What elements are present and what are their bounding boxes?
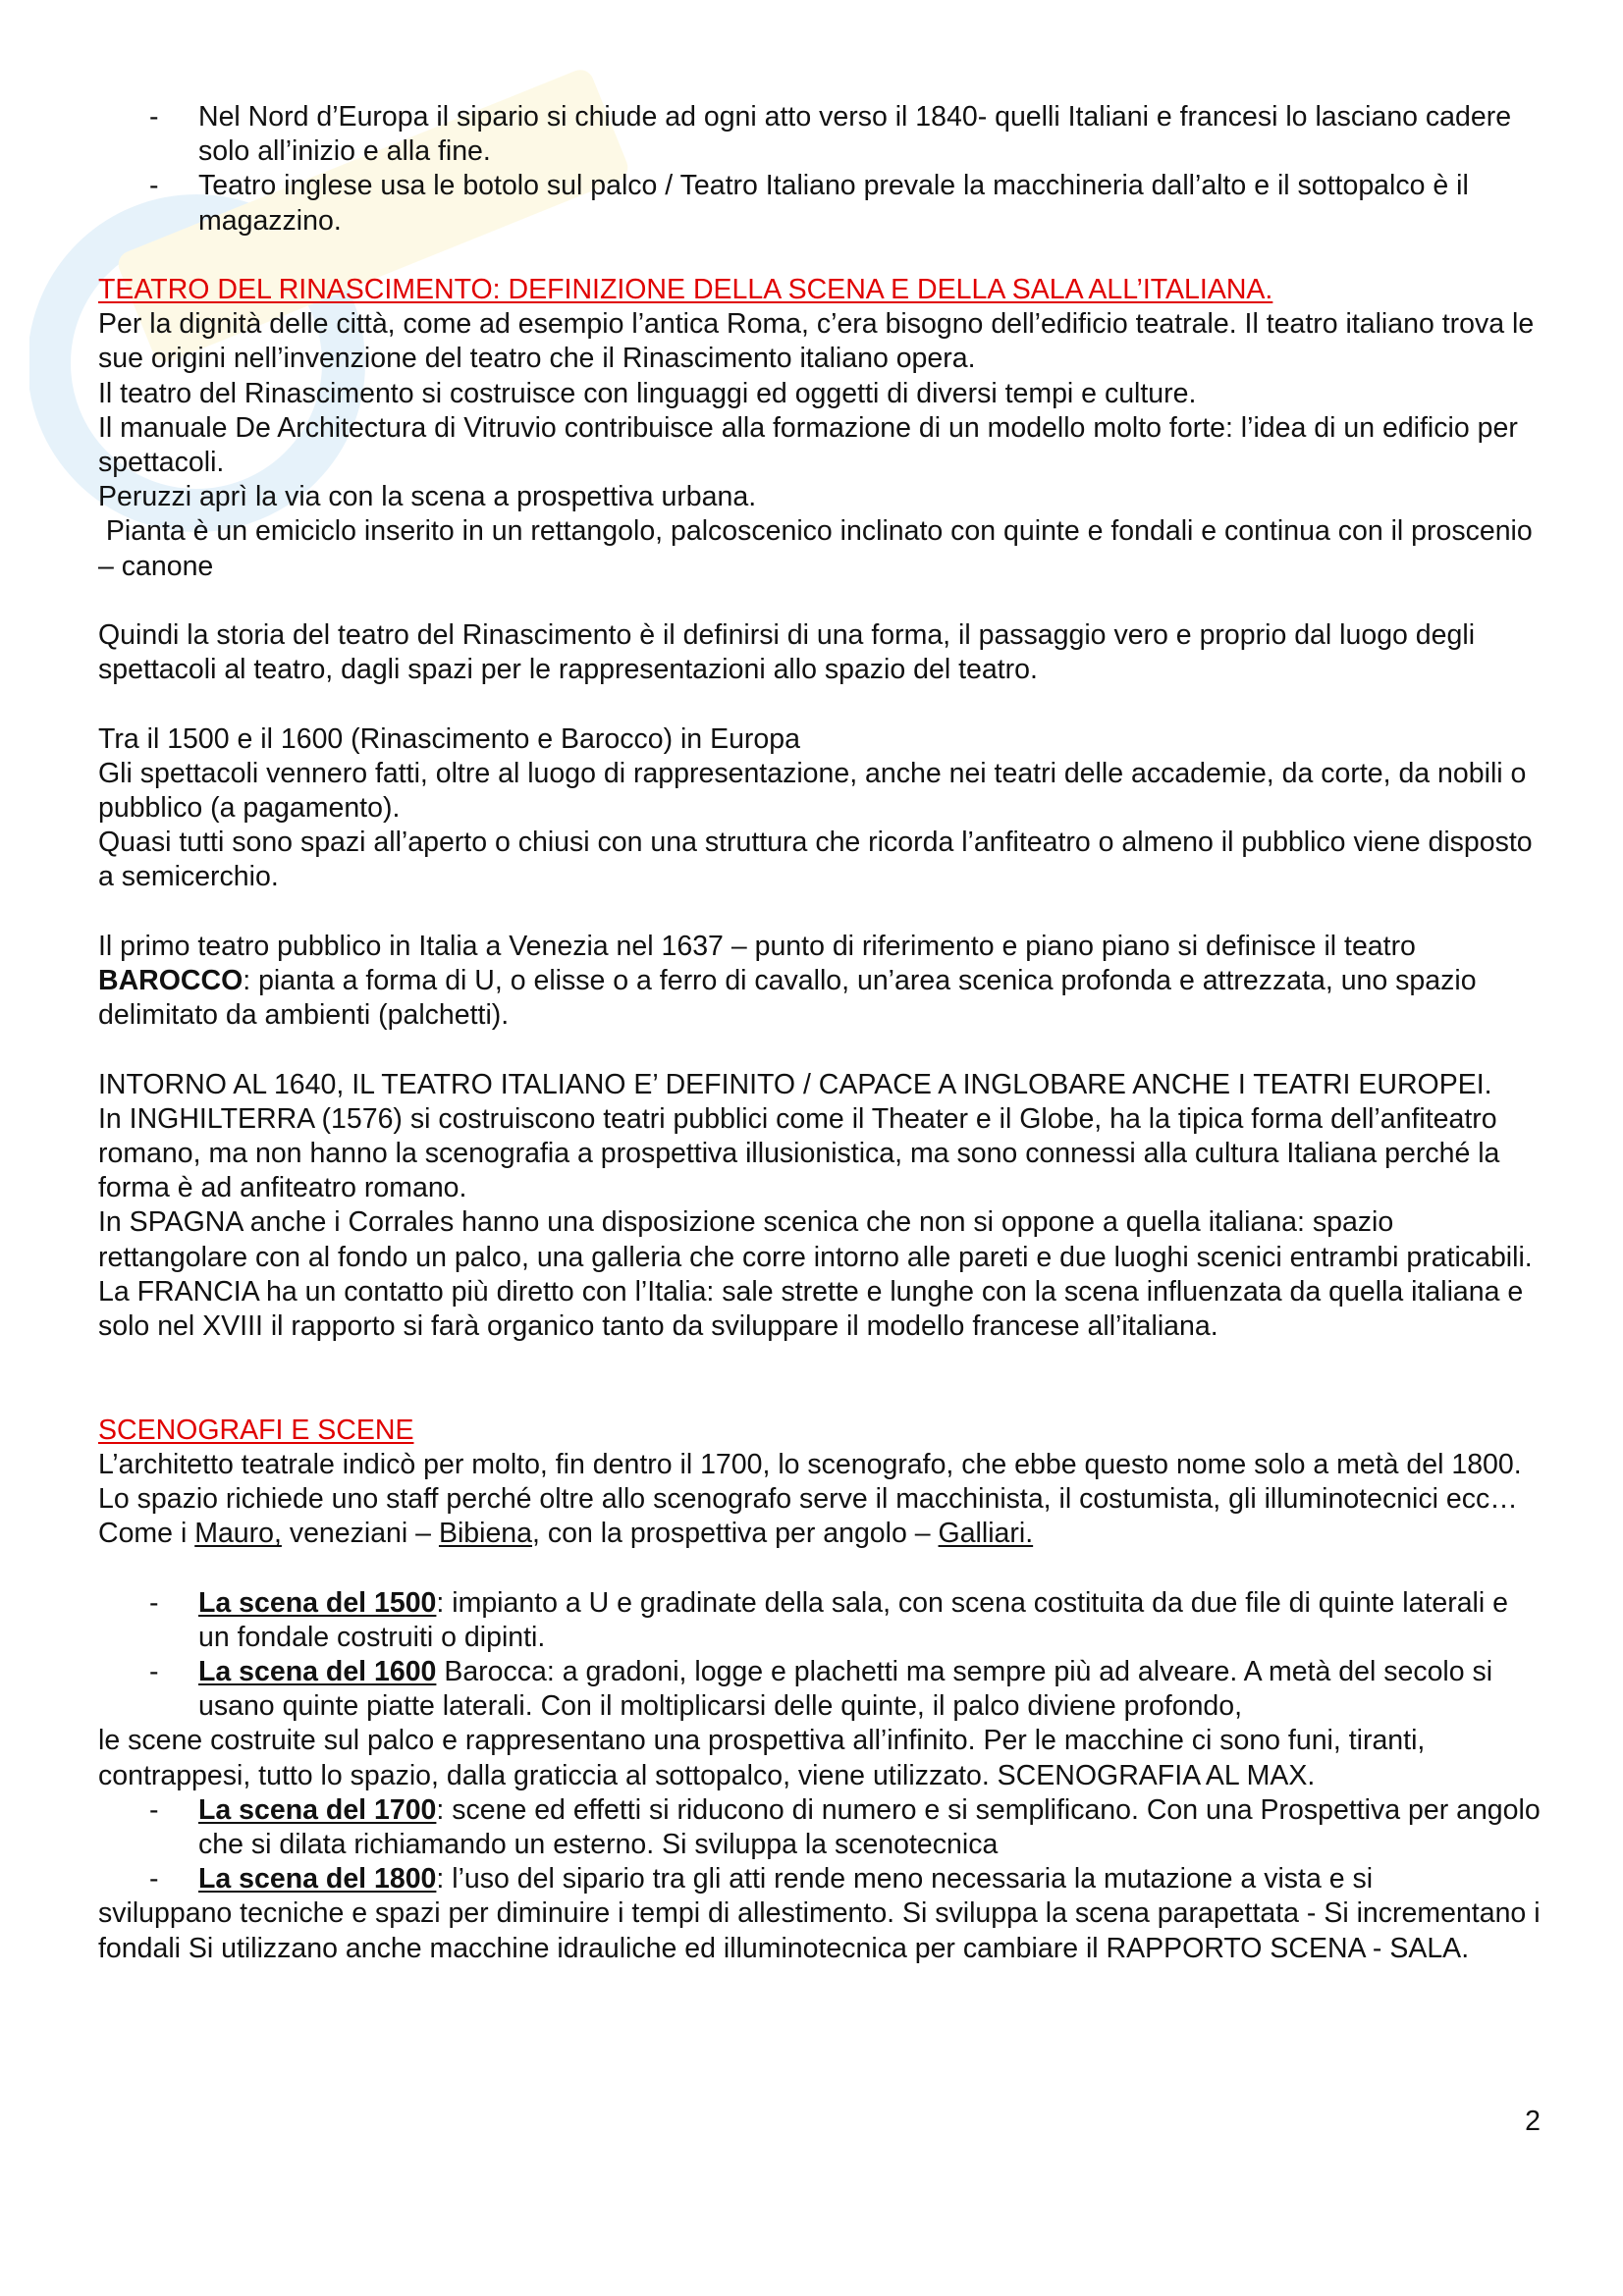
paragraph: Lo spazio richiede uno staff perché oltre allo scenografo serve il macchinista, il costumista, gli illuminotecnici ecc…	[98, 1483, 1518, 1516]
page-number: 2	[1525, 2106, 1541, 2137]
list-item	[98, 1862, 1542, 1896]
paragraph: le scene costruite sul palco e rappresentano una prospettiva all’infinito. Per le macchine ci sono funi, tiranti, contrappesi, tutto lo spazio, dalla graticcia al sottopalco, viene utilizzato. SCENOGRAFIA AL MAX.	[98, 1725, 1426, 1791]
paragraph: Il manuale De Architectura di Vitruvio contribuisce alla formazione di un modello molto forte: l’idea di un edificio per spettacoli.	[98, 411, 1518, 479]
paragraph: INTORNO AL 1640, IL TEATRO ITALIANO E’ DEFINITO / CAPACE A INGLOBARE ANCHE I TEATRI EUROPEI.	[98, 1068, 1492, 1100]
paragraph: Peruzzi aprì la via con la scena a prospettiva urbana.	[98, 481, 757, 513]
list-item	[98, 1586, 1542, 1655]
paragraph: Quindi la storia del teatro del Rinascimento è il definirsi di una forma, il passaggio vero e proprio dal luogo degli spettacoli al teatro, dagli spazi per le rappresentazioni allo spazio del teatro.	[98, 619, 1476, 686]
paragraph: L’architetto teatrale indicò per molto, fin dentro il 1700, lo scenografo, che ebbe questo nome solo a metà del 1800.	[98, 1448, 1522, 1480]
document-page	[98, 100, 1542, 1966]
list-item	[98, 169, 1542, 238]
paragraph: Il teatro del Rinascimento si costruisce con linguaggi ed oggetti di diversi tempi e culture.	[98, 377, 1197, 409]
bullet-dash: -	[149, 1586, 159, 1619]
text-run: Il primo teatro pubblico in Italia a Venezia nel 1637 – punto di riferimento e piano piano si definisce il teatro	[98, 930, 1416, 962]
bullet-label: La scena del 1800	[198, 1863, 437, 1896]
bullet-text: : scene ed effetti si riducono di numero e si semplificano. Con una Prospettiva per angolo che si dilata richiamando un esterno. Si sviluppa la scenotecnica	[198, 1793, 1541, 1861]
bullet-dash: -	[149, 101, 159, 133]
text-run: Come i	[98, 1518, 195, 1550]
paragraph: La FRANCIA ha un contatto più diretto con l’Italia: sale strette e lunghe con la scena influenzata da quella italiana e solo nel XVIII il rapporto si farà organico tanto da sviluppare il modello francese all’italiana.	[98, 1275, 1524, 1343]
underlined-name-bibiena: Bibiena	[438, 1518, 533, 1550]
paragraph: Quasi tutti sono spazi all’aperto o chiusi con una struttura che ricorda l’anfiteatro o almeno il pubblico viene disposto a semicerchio.	[98, 827, 1533, 893]
bullet-text: Barocca: a gradoni, logge e plachetti ma sempre più ad alveare. A metà del secolo si usano quinte piatte laterali. Con il moltiplicarsi delle quinte, il palco diviene profondo,	[198, 1656, 1493, 1723]
paragraph: Gli spettacoli vennero fatti, oltre al luogo di rappresentazione, anche nei teatri delle accademie, da corte, da nobili o pubblico (a pagamento).	[98, 757, 1527, 825]
paragraph-names	[98, 1517, 1542, 1551]
paragraph: Pianta è un emiciclo inserito in un rettangolo, palcoscenico inclinato con quinte e fondali e continua con il proscenio – canone	[98, 515, 1541, 582]
paragraph: Tra il 1500 e il 1600 (Rinascimento e Barocco) in Europa	[98, 722, 800, 755]
list-item	[98, 1793, 1542, 1862]
paragraph: Per la dignità delle città, come ad esempio l’antica Roma, c’era bisogno dell’edificio teatrale. Il teatro italiano trova le sue origini nell’invenzione del teatro che il Rinascimento italiano opera.	[98, 308, 1535, 375]
text-run: : pianta a forma di U, o elisse o a ferro di cavallo, un’area scenica profonda e attrezzata, uno spazio delimitato da ambienti (palchetti).	[98, 965, 1477, 1032]
list-item	[98, 1655, 1542, 1724]
bullet-label: La scena del 1500	[198, 1586, 437, 1619]
paragraph-barocco	[98, 930, 1542, 1034]
bullet-text: Teatro inglese usa le botolo sul palco / Teatro Italiano prevale la macchineria dall’alto e il sottopalco è il magazzino.	[198, 170, 1469, 237]
bullet-dash: -	[149, 1863, 159, 1896]
bold-term-barocco: BAROCCO	[98, 965, 243, 997]
list-item	[98, 100, 1542, 169]
bullet-dash: -	[149, 1793, 159, 1826]
text-run: veneziani –	[281, 1518, 439, 1550]
bullet-text: Nel Nord d’Europa il sipario si chiude ad ogni atto verso il 1840- quelli Italiani e francesi lo lasciano cadere solo all’inizio e alla fine.	[198, 101, 1512, 168]
bullet-text: : l’uso del sipario tra gli atti rende meno necessaria la mutazione a vista e si	[436, 1863, 1374, 1896]
paragraph: In SPAGNA anche i Corrales hanno una disposizione scenica che non si oppone a quella italiana: spazio rettangolare con al fondo un palco, una galleria che corre intorno alle pareti e due luoghi scenici entrambi praticabili.	[98, 1206, 1533, 1273]
section-heading-scenografi: SCENOGRAFI E SCENE	[98, 1414, 414, 1446]
bullet-dash: -	[149, 1656, 159, 1688]
underlined-name-galliari: Galliari.	[938, 1518, 1034, 1550]
bullet-label: La scena del 1700	[198, 1793, 437, 1826]
bullet-dash: -	[149, 170, 159, 202]
underlined-name-mauro: Mauro,	[194, 1518, 282, 1550]
section-heading-rinascimento: TEATRO DEL RINASCIMENTO: DEFINIZIONE DELLA SCENA E DELLA SALA ALL’ITALIANA.	[98, 274, 1273, 305]
paragraph: sviluppano tecniche e spazi per diminuire i tempi di allestimento. Si sviluppa la scena parapettata - Si incrementano i fondali Si utilizzano anche macchine idrauliche ed illuminotecnica per cambiare il RAPPORTO SCENA - SALA.	[98, 1897, 1541, 1964]
text-run: , con la prospettiva per angolo –	[532, 1518, 939, 1550]
paragraph: In INGHILTERRA (1576) si costruiscono teatri pubblici come il Theater e il Globe, ha la tipica forma dell’anfiteatro romano, ma non hanno la scenografia a prospettiva illusionistica, ma sono connessi alla cultura Italiana perché la forma è ad anfiteatro romano.	[98, 1102, 1500, 1204]
bullet-text: : impianto a U e gradinate della sala, con scena costituita da due file di quinte laterali e un fondale costruiti o dipinti.	[198, 1586, 1508, 1653]
bullet-label: La scena del 1600	[198, 1656, 437, 1688]
